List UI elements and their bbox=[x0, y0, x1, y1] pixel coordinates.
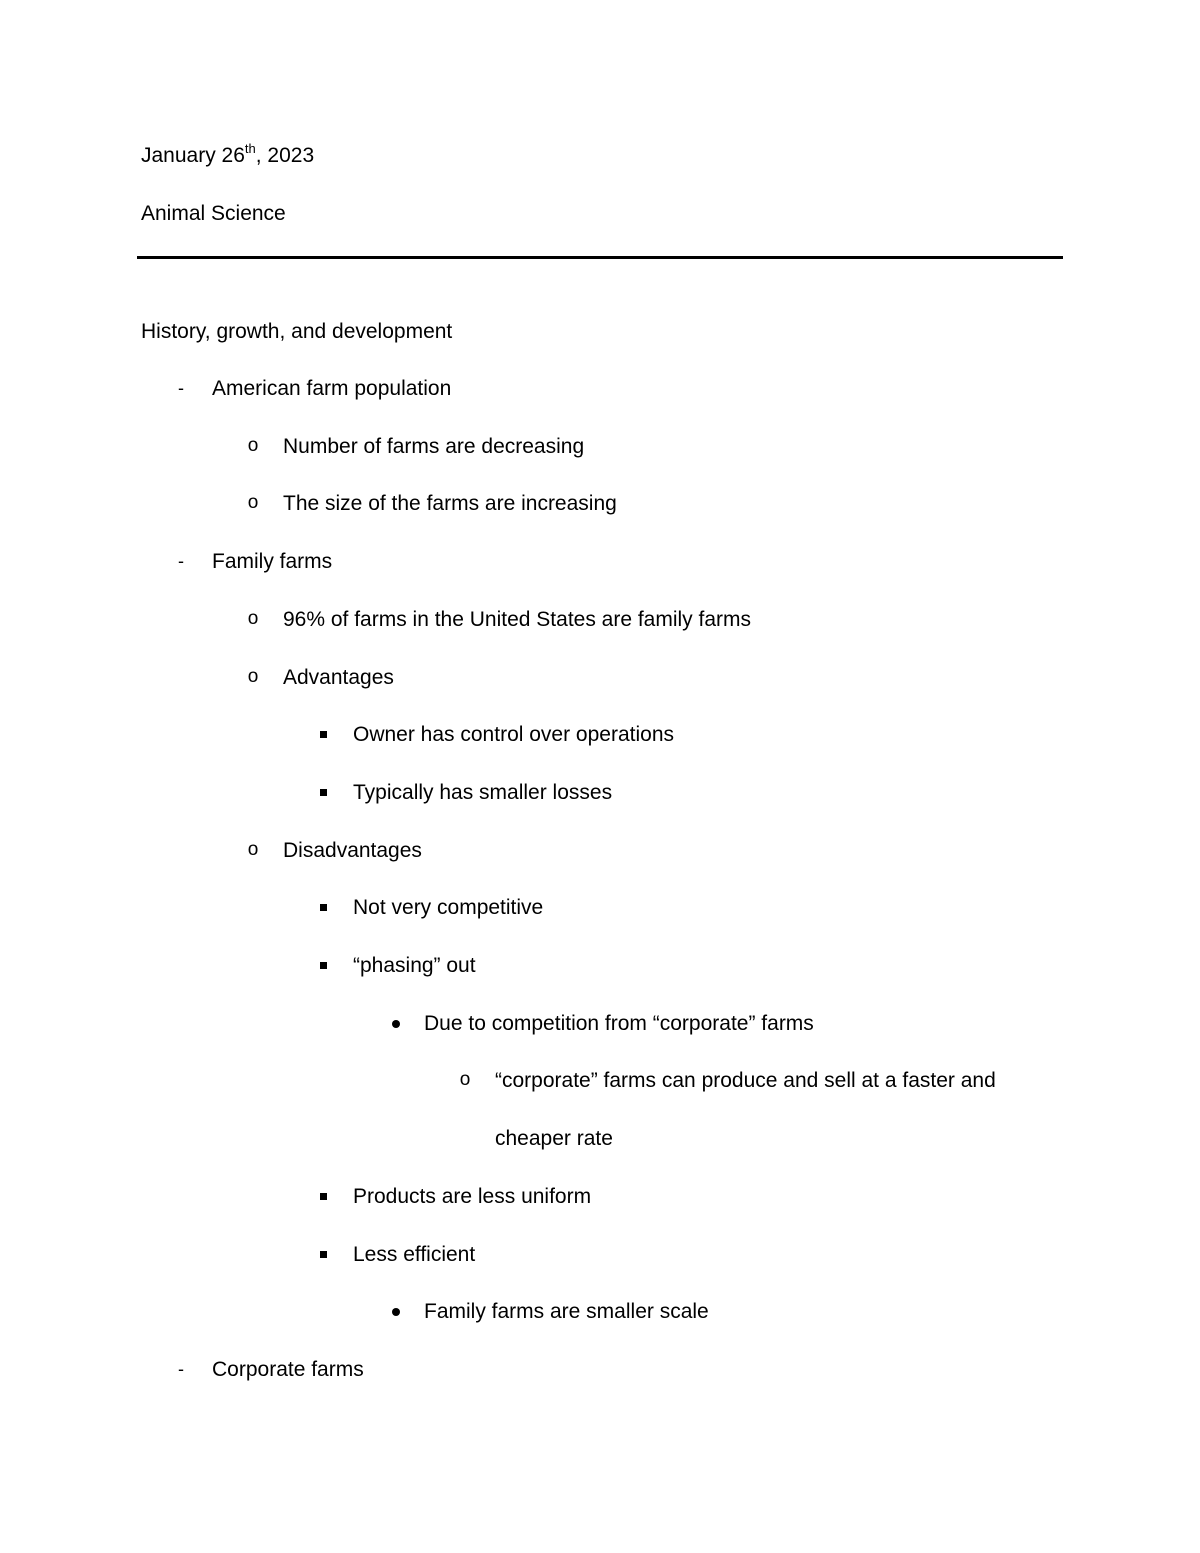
circle-bullet-icon: o bbox=[247, 492, 259, 513]
outline-item-level-3: “phasing” out bbox=[353, 954, 476, 977]
square-bullet-icon bbox=[320, 1193, 327, 1200]
outline-item-level-3: Owner has control over operations bbox=[353, 723, 674, 746]
date-line bbox=[141, 142, 314, 170]
outline-item-level-2: 96% of farms in the United States are family farms bbox=[283, 608, 752, 631]
square-bullet-icon bbox=[320, 1251, 327, 1258]
section-title: History, growth, and development bbox=[141, 320, 453, 343]
outline-item-level-3: Not very competitive bbox=[353, 896, 544, 919]
circle-bullet-icon: o bbox=[247, 839, 259, 860]
circle-bullet-icon: o bbox=[247, 666, 259, 687]
square-bullet-icon bbox=[320, 962, 327, 969]
outline-item-level-3: Typically has smaller losses bbox=[353, 781, 613, 804]
subject-title: Animal Science bbox=[141, 202, 286, 225]
dash-bullet-icon: - bbox=[178, 551, 184, 571]
date-year: , 2023 bbox=[255, 144, 315, 167]
outline-item-level-3: Less efficient bbox=[353, 1243, 476, 1266]
outline-item-level-3: Products are less uniform bbox=[353, 1185, 592, 1208]
outline-item-level-1: Corporate farms bbox=[212, 1358, 364, 1381]
dot-bullet-icon bbox=[392, 1308, 400, 1316]
header-divider bbox=[137, 256, 1063, 259]
outline-item-level-1: Family farms bbox=[212, 550, 333, 573]
date-text: January 26 bbox=[141, 144, 245, 167]
outline-item-level-2: The size of the farms are increasing bbox=[283, 492, 617, 515]
outline-item-level-4: Due to competition from “corporate” farms bbox=[424, 1012, 814, 1035]
outline-item-level-1: American farm population bbox=[212, 377, 452, 400]
circle-bullet-icon: o bbox=[247, 608, 259, 629]
square-bullet-icon bbox=[320, 904, 327, 911]
circle-bullet-icon: o bbox=[247, 435, 259, 456]
square-bullet-icon bbox=[320, 731, 327, 738]
dash-bullet-icon: - bbox=[178, 1359, 184, 1379]
outline-item-level-5: cheaper rate bbox=[495, 1127, 613, 1150]
square-bullet-icon bbox=[320, 789, 327, 796]
dash-bullet-icon: - bbox=[178, 378, 184, 398]
dot-bullet-icon bbox=[392, 1020, 400, 1028]
date-ordinal-suffix: th bbox=[244, 141, 256, 156]
circle-bullet-icon: o bbox=[459, 1069, 471, 1090]
outline-item-level-5: “corporate” farms can produce and sell at a faster and bbox=[495, 1069, 996, 1092]
outline-item-level-2: Disadvantages bbox=[283, 839, 422, 862]
outline-item-level-4: Family farms are smaller scale bbox=[424, 1300, 709, 1323]
outline-item-level-2: Number of farms are decreasing bbox=[283, 435, 585, 458]
outline-item-level-2: Advantages bbox=[283, 666, 394, 689]
